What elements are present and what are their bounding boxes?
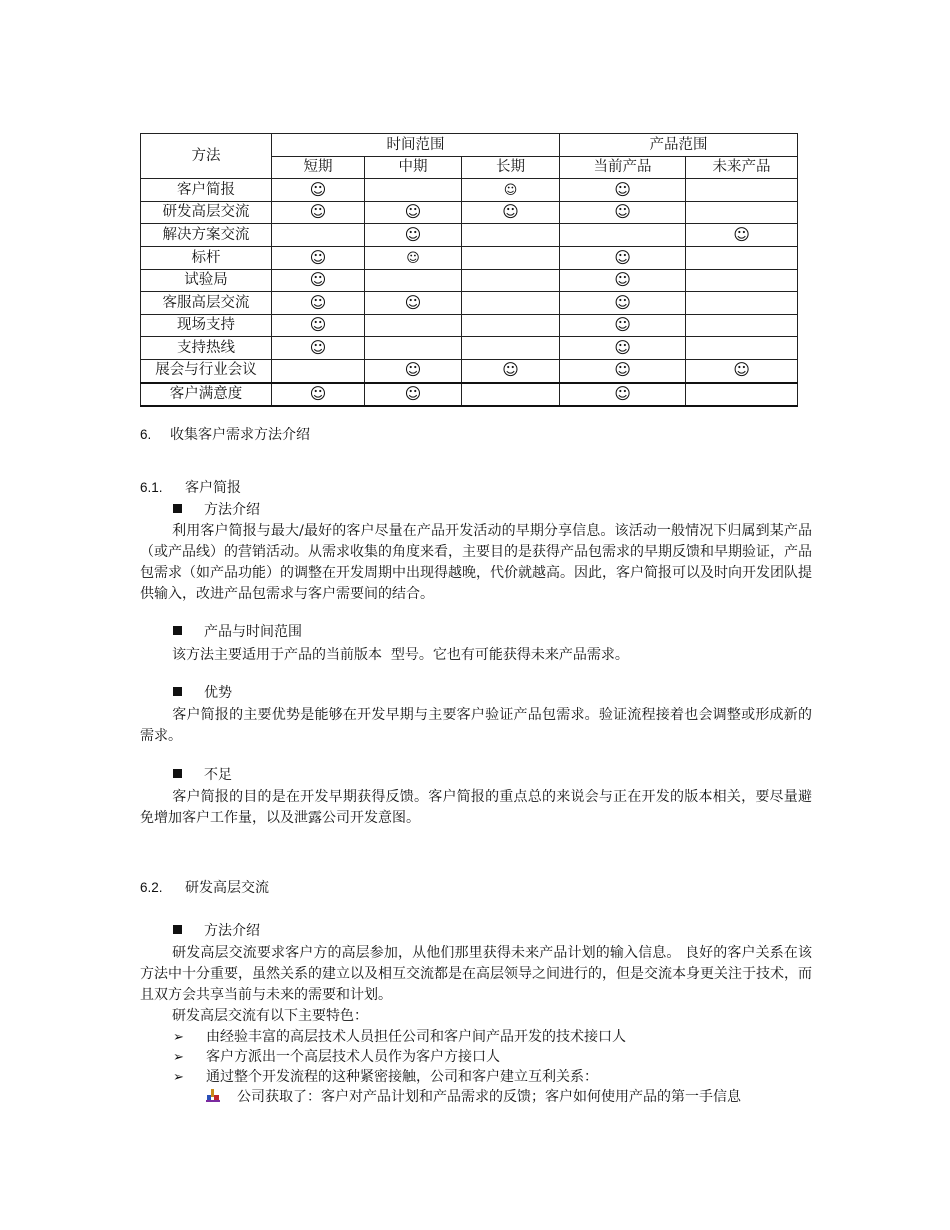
list-item-text: 客户方派出一个高层技术人员作为客户方接口人	[206, 1049, 500, 1065]
method-name-cell: 解决方案交流	[141, 224, 272, 247]
table-row	[141, 314, 798, 337]
method-name-cell: 客户满意度	[141, 383, 272, 407]
smiley-icon: ☺	[614, 337, 631, 357]
smiley-icon: ☺	[733, 224, 750, 244]
methods-matrix-table	[140, 133, 798, 407]
cell-future	[686, 383, 798, 407]
cell-future	[686, 359, 798, 382]
cell-long	[462, 359, 560, 382]
cell-long	[462, 269, 560, 292]
cell-long	[462, 201, 560, 224]
cell-current	[560, 337, 686, 360]
paragraph-text: 客户简报的主要优势是能够在开发早期与主要客户验证产品包需求。验证流程接着也会调整或形成新的需求。	[140, 707, 812, 744]
table-row	[141, 292, 798, 315]
arrow-bullet-icon: ➢	[173, 1070, 184, 1085]
bullet-method-intro	[173, 499, 260, 519]
header-product-range: 产品范围	[560, 134, 798, 157]
section-title: 研发高层交流	[185, 880, 269, 896]
section-title: 客户简报	[185, 480, 241, 496]
sub-list-item-text: 公司获取了：客户对产品计划和产品需求的反馈；客户如何使用产品的第一手信息	[237, 1089, 741, 1105]
arrow-bullet-icon: ➢	[173, 1050, 184, 1065]
cell-future	[686, 292, 798, 315]
smiley-icon: ☺	[406, 250, 420, 266]
cell-current	[560, 246, 686, 269]
section-6-2-heading	[140, 877, 269, 897]
list-item	[173, 1046, 500, 1066]
pushpin-bullet-icon	[205, 1089, 221, 1103]
smiley-icon: ☺	[614, 384, 631, 404]
cell-short	[272, 179, 365, 202]
cell-short	[272, 359, 365, 382]
smiley-icon: ☺	[404, 384, 422, 404]
method-name-cell: 试验局	[141, 269, 272, 292]
cell-mid	[365, 383, 462, 407]
smiley-icon: ☺	[614, 315, 631, 335]
method-name-cell: 客服高层交流	[141, 292, 272, 315]
cell-future	[686, 337, 798, 360]
section-number: 6.	[140, 427, 152, 442]
square-bullet-icon	[173, 626, 182, 635]
paragraph-text: 客户简报的目的是在开发早期获得反馈。客户简报的重点总的来说会与正在开发的版本相关，要尽量避免增加客户工作量，以及泄露公司开发意图。	[140, 789, 812, 826]
smiley-icon: ☺	[614, 270, 631, 290]
square-bullet-icon	[173, 687, 182, 696]
smiley-icon: ☺	[309, 315, 327, 335]
method-name-cell: 现场支持	[141, 314, 272, 337]
smiley-icon: ☺	[309, 292, 327, 312]
cell-long	[462, 179, 560, 202]
method-name-cell: 展会与行业会议	[141, 359, 272, 382]
method-name-cell: 支持热线	[141, 337, 272, 360]
bullet-disadvantages	[173, 764, 232, 784]
list-item-text: 通过整个开发流程的这种紧密接触，公司和客户建立互利关系：	[206, 1069, 598, 1085]
smiley-icon: ☺	[309, 337, 327, 357]
cell-long	[462, 314, 560, 337]
cell-mid	[365, 292, 462, 315]
cell-short	[272, 224, 365, 247]
cell-current	[560, 224, 686, 247]
cell-long	[462, 246, 560, 269]
cell-current	[560, 292, 686, 315]
table-row	[141, 269, 798, 292]
paragraph	[140, 705, 812, 747]
cell-current	[560, 359, 686, 382]
list-item	[173, 1066, 598, 1086]
table-row	[141, 337, 798, 360]
bullet-advantages	[173, 682, 232, 702]
paragraph-text: 研发高层交流要求客户方的高层参加，从他们那里获得未来产品计划的输入信息。 良好的客户关系在该方法中十分重要，虽然关系的建立以及相互交流都是在高层领导之间进行的，但是交流本身更关注于技术，而且双方会共享当前与未来的需要和计划。	[140, 945, 812, 1003]
table-row	[141, 359, 798, 382]
smiley-icon: ☺	[404, 360, 422, 380]
cell-current	[560, 179, 686, 202]
cell-future	[686, 179, 798, 202]
smiley-icon: ☺	[614, 247, 631, 267]
table-row	[141, 224, 798, 247]
paragraph-text: 研发高层交流有以下主要特色：	[172, 1008, 368, 1024]
method-name-cell: 客户简报	[141, 179, 272, 202]
cell-short	[272, 201, 365, 224]
header-long: 长期	[462, 156, 560, 179]
section-number: 6.2.	[140, 880, 163, 895]
cell-current	[560, 314, 686, 337]
sub-list-item	[205, 1086, 741, 1106]
smiley-icon: ☺	[309, 179, 327, 199]
smiley-icon: ☺	[614, 360, 631, 380]
smiley-icon: ☺	[733, 360, 750, 380]
bullet-method-intro	[173, 920, 260, 940]
table-row	[141, 246, 798, 269]
square-bullet-icon	[173, 504, 182, 513]
smiley-icon: ☺	[404, 224, 422, 244]
cell-mid	[365, 269, 462, 292]
table-row	[141, 383, 798, 407]
cell-current	[560, 269, 686, 292]
cell-mid	[365, 359, 462, 382]
smiley-icon: ☺	[502, 360, 519, 380]
cell-mid	[365, 224, 462, 247]
smiley-icon: ☺	[614, 292, 631, 312]
cell-mid	[365, 201, 462, 224]
cell-current	[560, 383, 686, 407]
cell-short	[272, 292, 365, 315]
section-6-heading	[140, 424, 310, 444]
smiley-icon: ☺	[614, 202, 631, 222]
cell-long	[462, 292, 560, 315]
cell-long	[462, 383, 560, 407]
header-current: 当前产品	[560, 156, 686, 179]
cell-short	[272, 337, 365, 360]
cell-future	[686, 224, 798, 247]
paragraph	[140, 521, 812, 605]
cell-future	[686, 246, 798, 269]
cell-mid	[365, 179, 462, 202]
bullet-label: 不足	[204, 767, 232, 783]
smiley-icon: ☺	[309, 384, 327, 404]
smiley-icon: ☺	[503, 182, 518, 198]
method-name-cell: 研发高层交流	[141, 201, 272, 224]
cell-long	[462, 337, 560, 360]
header-method: 方法	[141, 134, 272, 179]
cell-future	[686, 269, 798, 292]
bullet-label: 方法介绍	[204, 502, 260, 518]
cell-current	[560, 201, 686, 224]
header-short: 短期	[272, 156, 365, 179]
list-item-text: 由经验丰富的高层技术人员担任公司和客户间产品开发的技术接口人	[206, 1029, 626, 1045]
paragraph	[140, 787, 812, 829]
cell-short	[272, 269, 365, 292]
table-row	[141, 179, 798, 202]
arrow-bullet-icon: ➢	[173, 1030, 184, 1045]
section-number: 6.1.	[140, 480, 163, 495]
square-bullet-icon	[173, 769, 182, 778]
method-name-cell: 标杆	[141, 246, 272, 269]
cell-mid	[365, 337, 462, 360]
list-item	[173, 1026, 626, 1046]
cell-long	[462, 224, 560, 247]
smiley-icon: ☺	[309, 202, 327, 222]
smiley-icon: ☺	[309, 247, 327, 267]
square-bullet-icon	[173, 925, 182, 934]
section-title: 收集客户需求方法介绍	[170, 427, 310, 443]
smiley-icon: ☺	[404, 292, 422, 312]
table-header-row	[141, 134, 798, 157]
cell-mid	[365, 314, 462, 337]
header-time-range: 时间范围	[272, 134, 560, 157]
cell-short	[272, 314, 365, 337]
paragraph	[140, 943, 812, 1006]
bullet-label: 方法介绍	[204, 923, 260, 939]
header-mid: 中期	[365, 156, 462, 179]
smiley-icon: ☺	[502, 202, 519, 222]
cell-future	[686, 314, 798, 337]
header-future: 未来产品	[686, 156, 798, 179]
smiley-icon: ☺	[404, 202, 422, 222]
cell-mid	[365, 246, 462, 269]
table-row	[141, 201, 798, 224]
bullet-label: 产品与时间范围	[204, 624, 302, 640]
paragraph-text: 利用客户简报与最大/最好的客户尽量在产品开发活动的早期分享信息。该活动一般情况下归属到某产品（或产品线）的营销活动。从需求收集的角度来看，主要目的是获得产品包需求的早期反馈和早期验证，产品包需求（如产品功能）的调整在开发周期中出现得越晚，代价就越高。因此，客户简报可以及时向开发团队提供输入，改进产品包需求与客户需要间的结合。	[140, 523, 812, 602]
cell-future	[686, 201, 798, 224]
paragraph	[140, 645, 812, 666]
smiley-icon: ☺	[614, 179, 631, 199]
cell-short	[272, 383, 365, 407]
table-body	[141, 179, 798, 406]
bullet-product-time-range	[173, 621, 302, 641]
paragraph-text: 该方法主要适用于产品的当前版本 型号。它也有可能获得未来产品需求。	[172, 647, 629, 663]
smiley-icon: ☺	[309, 270, 327, 290]
paragraph	[140, 1006, 812, 1027]
bullet-label: 优势	[204, 685, 232, 701]
cell-short	[272, 246, 365, 269]
section-6-1-heading	[140, 477, 241, 497]
